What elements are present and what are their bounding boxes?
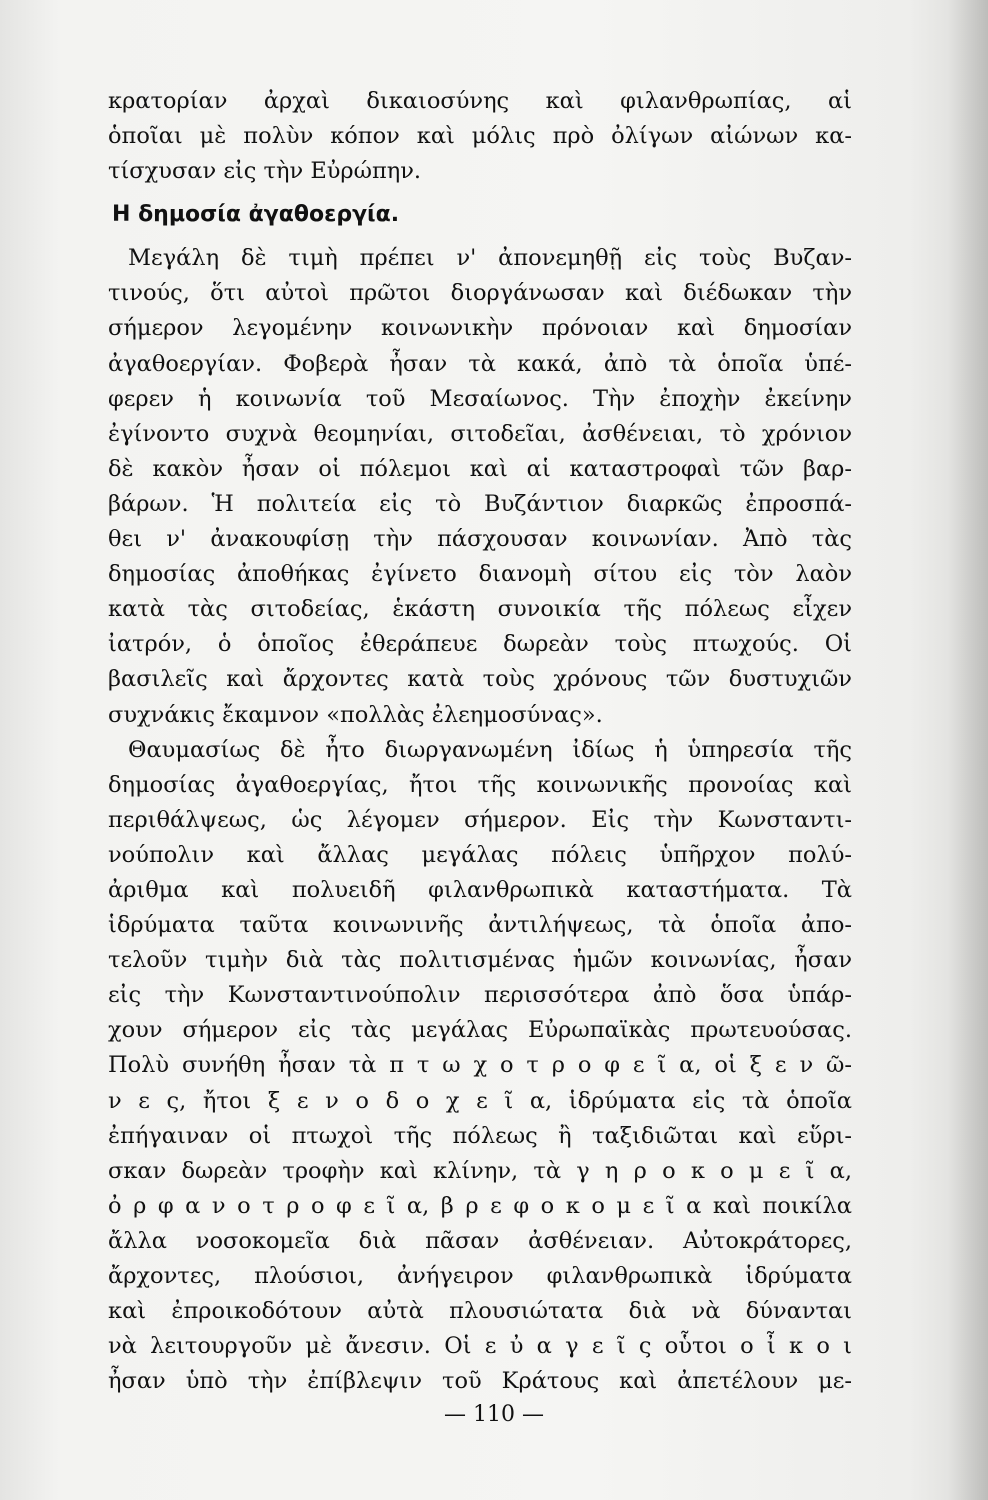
text-line: ὁποῖαι μὲ πολὺν κόπον καὶ μόλις πρὸ ὀλίγων αἰώνων κα- — [108, 123, 852, 150]
text-line: κατὰ τὰς σιτοδείας, ἑκάστη συνοικία τῆς πόλεως εἶχεν — [108, 596, 852, 623]
text-line: ἦσαν ὑπὸ τὴν ἐπίβλεψιν τοῦ Κράτους καὶ ἀπετέλουν με- — [108, 1368, 852, 1395]
text-line: ἱδρύματα ταῦτα κοινωνινῆς ἀντιλήψεως, τὰ ὁποῖα ἀπο- — [108, 912, 852, 939]
text-line: δημοσίας ἀγαθοεργίας, ἤτοι τῆς κοινωνικῆς προνοίας καὶ — [108, 771, 852, 798]
text-line: ἐγίνοντο συχνὰ θεομηνίαι, σιτοδεῖαι, ἀσθένειαι, τὸ χρόνιον — [108, 420, 852, 447]
text-line: φερεν ἡ κοινωνία τοῦ Μεσαίωνος. Τὴν ἐποχὴν ἐκείνην — [108, 385, 852, 412]
text-line: δημοσίας ἀποθήκας ἐγίνετο διανομὴ σίτου εἰς τὸν λαὸν — [108, 561, 852, 588]
text-line: Πολὺ συνήθη ἦσαν τὰ π τ ω χ ο τ ρ ο φ ε ῖ α, οἱ ξ ε ν ῶ- — [108, 1052, 852, 1079]
binding-shadow — [948, 0, 988, 1500]
text-line: καὶ ἐπροικοδότουν αὐτὰ πλουσιώτατα διὰ νὰ δύνανται — [108, 1298, 852, 1325]
text-line: ἐπήγαιναν οἱ πτωχοὶ τῆς πόλεως ἢ ταξιδιῶται καὶ εὕρι- — [108, 1122, 852, 1149]
text-line: Μεγάλη δὲ τιμὴ πρέπει ν' ἀπονεμηθῇ εἰς τοὺς Βυζαν- — [128, 245, 852, 272]
text-line: τίσχυσαν εἰς τὴν Εὐρώπην. — [108, 158, 422, 185]
text-line: ἀριθμα καὶ πολυειδῆ φιλανθρωπικὰ καταστήματα. Τὰ — [108, 876, 852, 903]
text-line: συχνάκις ἔκαμνον «πολλὰς ἐλεημοσύνας». — [108, 701, 603, 728]
text-line: χουν σήμερον εἰς τὰς μεγάλας Εὐρωπαϊκὰς πρωτευούσας. — [108, 1017, 852, 1044]
text-line: περιθάλψεως, ὡς λέγομεν σήμερον. Εἰς τὴν Κωνσταντι- — [108, 806, 852, 833]
text-block — [108, 84, 852, 1399]
text-line: ὀ ρ φ α ν ο τ ρ ο φ ε ῖ α, β ρ ε φ ο κ ο μ ε ῖ α καὶ ποικίλα — [108, 1192, 852, 1219]
text-line: σκαν δωρεὰν τροφὴν καὶ κλίνην, τὰ γ η ρ ο κ ο μ ε ῖ α, — [108, 1157, 852, 1184]
text-line: Θαυμασίως δὲ ἦτο διωργανωμένη ἰδίως ἡ ὑπηρεσία τῆς — [128, 736, 852, 763]
text-line: σήμερον λεγομένην κοινωνικὴν πρόνοιαν καὶ δημοσίαν — [108, 315, 852, 342]
text-line: βάρων. Ἡ πολιτεία εἰς τὸ Βυζάντιον διαρκῶς ἐπροσπά- — [108, 490, 852, 517]
text-line: νούπολιν καὶ ἄλλας μεγάλας πόλεις ὑπῆρχον πολύ- — [108, 841, 852, 868]
text-line: κρατορίαν ἀρχαὶ δικαιοσύνης καὶ φιλανθρωπίας, αἱ — [108, 88, 852, 114]
text-line: ἰατρόν, ὁ ὁποῖος ἐθεράπευε δωρεὰν τοὺς πτωχούς. Οἱ — [108, 631, 852, 658]
page-number: — 110 — — [444, 1402, 544, 1427]
text-line: εἰς τὴν Κωνσταντινούπολιν περισσότερα ἀπὸ ὅσα ὑπάρ- — [108, 982, 852, 1009]
text-line: δὲ κακὸν ἦσαν οἱ πόλεμοι καὶ αἱ καταστροφαὶ τῶν βαρ- — [108, 455, 852, 482]
text-line: νὰ λειτουργοῦν μὲ ἄνεσιν. Οἱ ε ὐ α γ ε ῖ ς οὗτοι ο ἶ κ ο ι — [108, 1333, 852, 1360]
text-line: ἄρχοντες, πλούσιοι, ἀνήγειρον φιλανθρωπικὰ ἱδρύματα — [108, 1263, 852, 1289]
text-line: ἀγαθοεργίαν. Φοβερὰ ἦσαν τὰ κακά, ἀπὸ τὰ ὁποῖα ὑπέ- — [108, 350, 852, 377]
text-line: τελοῦν τιμὴν διὰ τὰς πολιτισμένας ἡμῶν κοινωνίας, ἦσαν — [108, 947, 852, 974]
text-line: βασιλεῖς καὶ ἄρχοντες κατὰ τοὺς χρόνους τῶν δυστυχιῶν — [108, 666, 852, 693]
section-heading: Η δημοσία ἀγαθοεργία. — [112, 202, 400, 228]
text-line: θει ν' ἀνακουφίσῃ τὴν πάσχουσαν κοινωνίαν. Ἀπὸ τὰς — [108, 526, 852, 553]
text-line: τινούς, ὅτι αὐτοὶ πρῶτοι διοργάνωσαν καὶ διέδωκαν τὴν — [108, 280, 852, 307]
text-line: ν ε ς, ἤτοι ξ ε ν ο δ ο χ ε ῖ α, ἱδρύματα εἰς τὰ ὁποῖα — [108, 1087, 852, 1114]
text-line: ἄλλα νοσοκομεῖα διὰ πᾶσαν ἀσθένειαν. Αὐτοκράτορες, — [108, 1227, 852, 1254]
